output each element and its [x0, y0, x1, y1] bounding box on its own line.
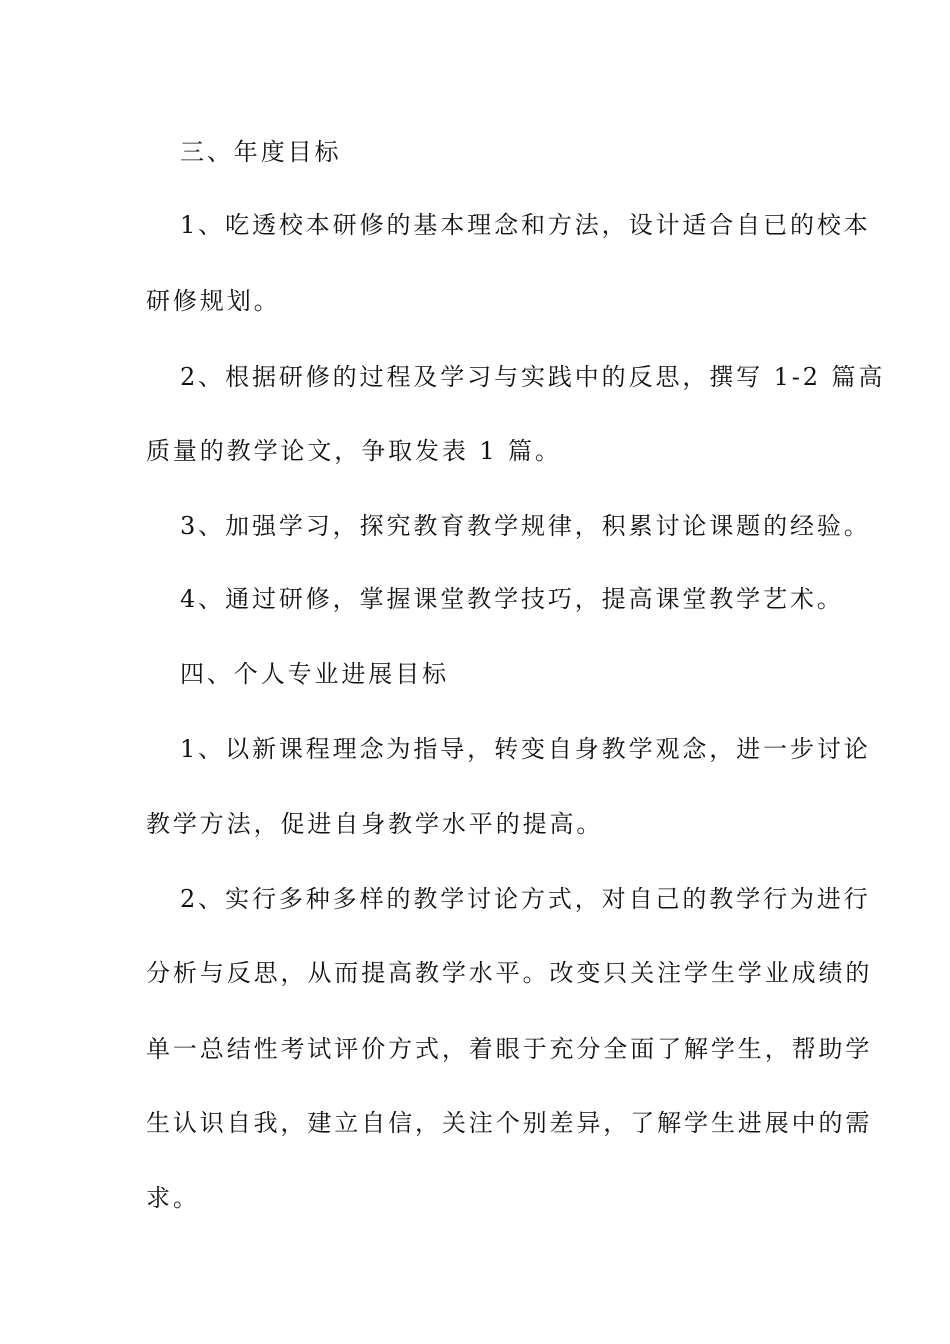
paragraph-line: 2、根据研修的过程及学习与实践中的反思，撰写 1-2 篇高 — [180, 363, 886, 391]
paragraph-line: 质量的教学论文，争取发表 1 篇。 — [146, 437, 562, 465]
paragraph-line: 分析与反思，从而提高教学水平。改变只关注学生学业成绩的 — [146, 959, 873, 987]
paragraph-line: 研修规划。 — [146, 287, 281, 315]
paragraph-line: 单一总结性考试评价方式，着眼于充分全面了解学生，帮助学 — [146, 1035, 873, 1063]
paragraph-line: 教学方法，促进自身教学水平的提高。 — [146, 810, 604, 838]
paragraph-line: 1、以新课程理念为指导，转变自身教学观念，进一步讨论 — [180, 735, 871, 763]
paragraph-line: 1、吃透校本研修的基本理念和方法，设计适合自已的校本 — [180, 211, 871, 239]
paragraph-line: 3、加强学习，探究教育教学规律，积累讨论课题的经验。 — [180, 512, 871, 540]
section-heading-professional-goals: 四、个人专业进展目标 — [180, 660, 449, 688]
paragraph-line: 求。 — [146, 1184, 200, 1212]
paragraph-line: 生认识自我，建立自信，关注个别差异，了解学生进展中的需 — [146, 1109, 873, 1137]
paragraph-line: 2、实行多种多样的教学讨论方式，对自己的教学行为进行 — [180, 885, 871, 913]
paragraph-line: 4、通过研修，掌握课堂教学技巧，提高课堂教学艺术。 — [180, 585, 844, 613]
section-heading-annual-goals: 三、年度目标 — [180, 138, 342, 166]
